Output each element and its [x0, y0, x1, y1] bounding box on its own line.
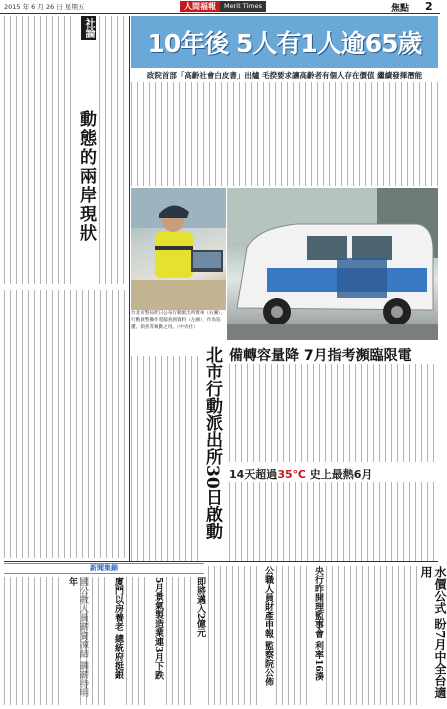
brief3-headline: 5月景氣製造業連3月下跌 — [153, 577, 163, 680]
officer-illustration — [131, 188, 226, 310]
brief7-text — [326, 566, 418, 705]
heat-headline-suffix: 史上最熱6月 — [305, 468, 373, 481]
photo-caption: 台北市警局昨日公布行動派出所實車（右圖），行動員警操作電腦查詢資料（左圖），作為巡邏、偵查等執勤之用。（中央社） — [131, 311, 226, 330]
brief3-text — [126, 577, 150, 705]
patrol-headline: 北市行動派出所30日啟動 — [202, 346, 222, 540]
section-name: 焦點 — [391, 4, 410, 14]
brief4-headline: 即將邁入2億元 — [195, 577, 205, 638]
brief7-headline: 水價公式 盼7月中全台適用 — [419, 566, 447, 699]
newspaper-logo — [180, 1, 270, 12]
lead-headline: 10年後 5人有1人逾65歲 — [147, 29, 422, 58]
issue-date: 2015 年 6 月 26 日 星期五 — [4, 3, 85, 11]
brief1-text — [4, 577, 64, 705]
patrol-story-text — [131, 356, 201, 561]
brief5-text — [208, 566, 260, 705]
column-divider — [129, 16, 130, 561]
lead-subhead: 政院首部「高齡社會白皮書」出爐 毛揆要求讓高齡者有個人存在價值 繼續發揮潛能 — [146, 71, 423, 80]
lead-headline-banner — [131, 16, 438, 68]
editorial-text — [99, 16, 128, 284]
page-number: 2 — [425, 0, 433, 13]
lead-story-text — [131, 82, 438, 186]
left-column-text-bottom — [4, 290, 128, 558]
photo-police-officer — [131, 188, 226, 310]
brief1-headline: 年 — [67, 577, 77, 586]
brief2-text — [80, 577, 110, 705]
news-briefs-label: 新聞集錦 — [4, 563, 204, 574]
power-headline: 備轉容量降 7月指考瀕臨限電 — [229, 348, 412, 364]
left-column-text-top — [4, 16, 76, 284]
brief5-headline: 公職人員財產申報 監察院公佈 — [263, 566, 273, 687]
logo-english: Merit Times — [220, 1, 266, 12]
power-story-text — [229, 364, 438, 462]
heat-story-text — [229, 482, 438, 561]
editorial-tag: 社論 — [83, 18, 94, 38]
heat-headline-temp: 35℃ — [277, 468, 306, 481]
heat-headline-prefix: 14天超過 — [229, 468, 278, 481]
brief4-text — [166, 577, 192, 705]
brief6-headline: 央行昨開理監事會 利率16湊 — [313, 566, 323, 681]
logo-chinese: 人間福報 — [180, 1, 220, 12]
van-illustration — [227, 188, 438, 340]
editorial-title: 動態的兩岸現狀 — [76, 110, 96, 243]
brief2-headline: 廈門以房養老 總統府挺銀 — [113, 577, 123, 680]
photo-police-van — [227, 188, 438, 340]
brief6-text — [276, 566, 310, 705]
masthead — [0, 0, 440, 14]
heat-headline — [229, 466, 372, 482]
news-divider — [4, 561, 438, 562]
